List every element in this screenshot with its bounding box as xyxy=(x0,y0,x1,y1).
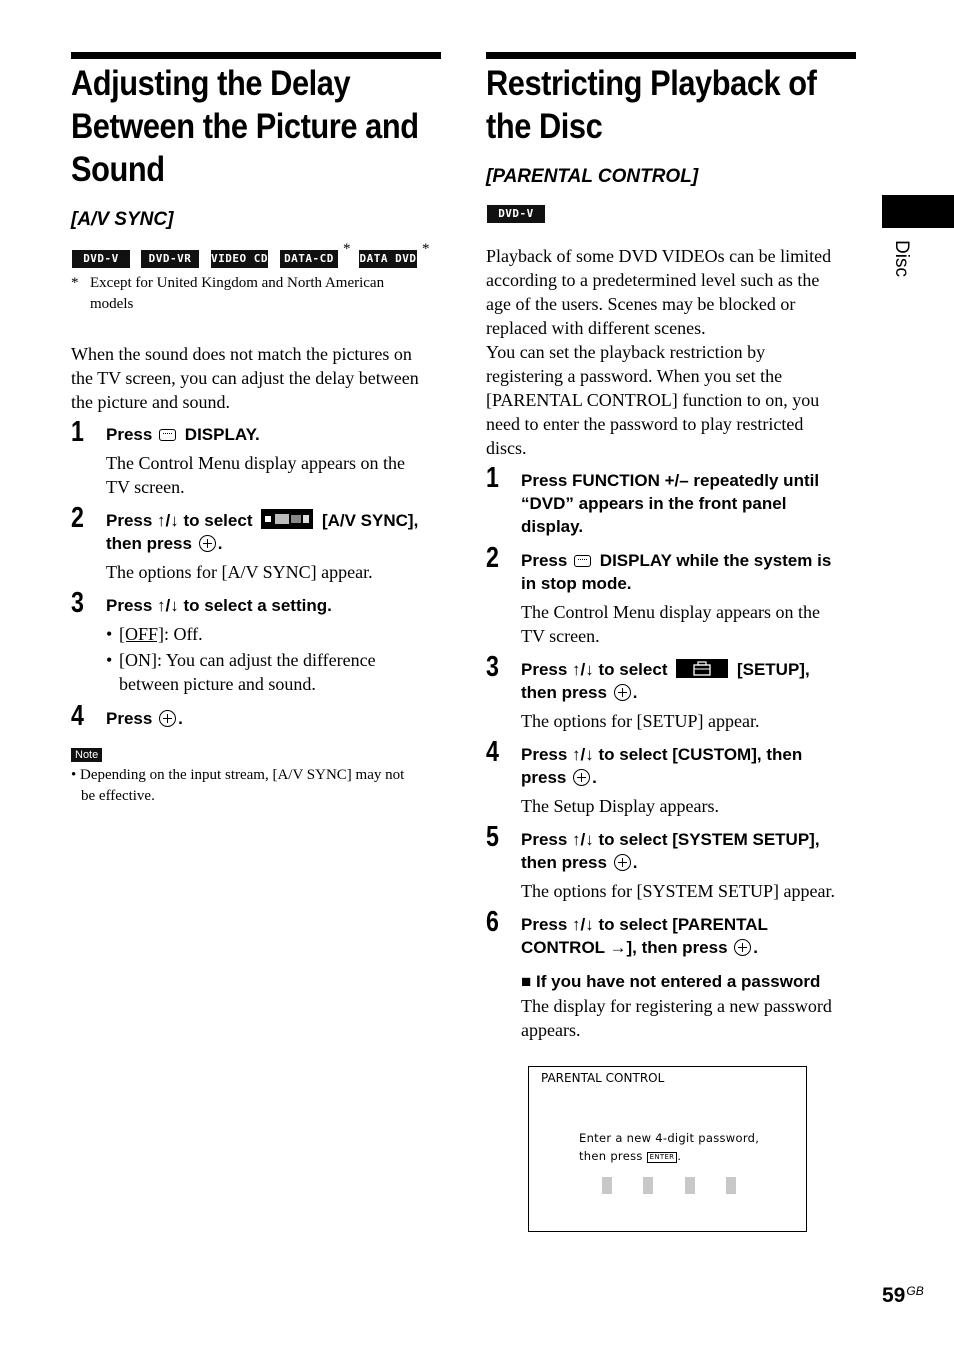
osd-title: PARENTAL CONTROL xyxy=(541,1071,665,1085)
right-intro-paragraph: Playback of some DVD VIDEOs can be limited according to a predetermined level such as the age of the users. Scenes may be blocked or replaced with different scenes. You can set the playback restriction by registering a password. When you set the [PARENTAL CONTROL] function to on, you need to enter the password to play restricted discs. xyxy=(486,246,832,458)
left-intro-paragraph: When the sound does not match the pictures on the TV screen, you can adjust the delay between the picture and sound. xyxy=(71,344,419,412)
badge-data-cd: DATA-CD xyxy=(280,250,338,268)
right-step-4-instruction: Press ↑/↓ to select [CUSTOM], then press . xyxy=(521,745,803,787)
password-digit-2 xyxy=(643,1177,653,1194)
up-down-arrows-icon: ↑/↓ xyxy=(157,511,179,530)
enter-button-icon xyxy=(199,535,216,552)
enter-button-icon xyxy=(734,939,751,956)
left-title-line-2: Between the Picture and xyxy=(71,107,419,146)
right-title-rule xyxy=(486,52,856,59)
enter-button-icon xyxy=(573,769,590,786)
left-step-1-number: 1 xyxy=(71,416,84,448)
av-sync-menu-icon xyxy=(261,509,313,529)
right-title-line-1: Restricting Playback of xyxy=(486,64,817,103)
right-step-3-number: 3 xyxy=(486,651,499,683)
bullet-mark: • xyxy=(106,624,113,644)
right-step-5-number: 5 xyxy=(486,821,499,853)
left-step-2-number: 2 xyxy=(71,502,84,534)
password-digit-4 xyxy=(726,1177,736,1194)
left-section-title xyxy=(71,62,419,191)
left-step-3-number: 3 xyxy=(71,587,84,619)
up-down-arrows-icon: ↑/↓ xyxy=(572,915,594,934)
right-step-2-description: The Control Menu display appears on the TV screen. xyxy=(521,602,820,646)
no-password-description: The display for registering a new password appears. xyxy=(521,996,832,1040)
password-digit-3 xyxy=(685,1177,695,1194)
enter-button-icon xyxy=(614,854,631,871)
enter-button-icon xyxy=(614,684,631,701)
asterisk-mark-2: * xyxy=(422,241,430,257)
right-step-2-instruction: Press DISPLAY while the system is in stop mode. xyxy=(521,551,832,593)
side-tab-label: Disc xyxy=(891,240,912,277)
right-step-3-instruction: Press ↑/↓ to select [SETUP], then press . xyxy=(521,660,810,702)
left-step-1-description: The Control Menu display appears on the TV screen. xyxy=(106,453,405,497)
left-step-3-instruction: Press ↑/↓ to select a setting. xyxy=(106,596,332,615)
footnote-marker: * xyxy=(71,275,79,291)
up-down-arrows-icon: ↑/↓ xyxy=(572,830,594,849)
left-title-line-3: Sound xyxy=(71,150,165,189)
right-step-1-number: 1 xyxy=(486,462,499,494)
up-down-arrows-icon: ↑/↓ xyxy=(572,660,594,679)
note-label: Note xyxy=(71,748,102,762)
osd-prompt-line-2: then press ENTER . xyxy=(579,1149,682,1163)
right-step-1-instruction: Press FUNCTION +/– repeatedly until “DVD” appears in the front panel display. xyxy=(521,471,820,536)
left-step-1-instruction: Press DISPLAY. xyxy=(106,425,260,444)
right-subtitle: [PARENTAL CONTROL] xyxy=(486,166,699,187)
asterisk-mark: * xyxy=(343,241,351,257)
side-tab xyxy=(882,195,954,228)
left-subtitle: [A/V SYNC] xyxy=(71,209,174,230)
left-step-2-description: The options for [A/V SYNC] appear. xyxy=(106,562,373,582)
right-step-6-instruction: Press ↑/↓ to select [PARENTAL CONTROL →], then press . xyxy=(521,915,768,957)
badge-dvd-v: DVD-V xyxy=(72,250,130,268)
right-step-2-number: 2 xyxy=(486,542,499,574)
option-off: [OFF]: Off. xyxy=(119,624,203,644)
option-on: [ON]: You can adjust the difference between picture and sound. xyxy=(119,650,376,694)
right-step-5-description: The options for [SYSTEM SETUP] appear. xyxy=(521,881,835,901)
square-bullet-icon: ■ xyxy=(521,972,532,991)
badge-video-cd: VIDEO CD xyxy=(211,250,268,268)
right-arrow-icon: → xyxy=(609,938,627,957)
parental-control-screen xyxy=(528,1066,807,1232)
right-section-title xyxy=(486,62,817,148)
enter-button-icon xyxy=(159,710,176,727)
note-text: • Depending on the input stream, [A/V SYNC] may not be effective. xyxy=(71,767,405,804)
enter-key-icon: ENTER xyxy=(647,1152,678,1163)
left-step-2-instruction: Press ↑/↓ to select [A/V SYNC], then press . xyxy=(106,511,419,553)
display-button-icon xyxy=(159,429,176,441)
right-title-line-2: the Disc xyxy=(486,107,603,146)
setup-toolbox-icon xyxy=(676,659,728,678)
left-title-line-1: Adjusting the Delay xyxy=(71,64,351,103)
right-step-3-description: The options for [SETUP] appear. xyxy=(521,711,760,731)
footnote: Except for United Kingdom and North American models xyxy=(90,275,385,312)
osd-prompt-line-1: Enter a new 4-digit password, xyxy=(579,1131,760,1145)
left-title-rule xyxy=(71,52,441,59)
no-password-subheading: ■ If you have not entered a password xyxy=(521,972,821,991)
up-down-arrows-icon: ↑/↓ xyxy=(572,745,594,764)
right-step-4-description: The Setup Display appears. xyxy=(521,796,719,816)
bullet-mark-2: • xyxy=(106,650,113,670)
disc-type-badges xyxy=(72,241,442,272)
display-button-icon xyxy=(574,555,591,567)
badge-dvd-vr: DVD-VR xyxy=(141,250,199,268)
right-step-6-number: 6 xyxy=(486,906,499,938)
left-step-4-number: 4 xyxy=(71,700,84,732)
badge-dvd-v-right: DVD-V xyxy=(487,205,545,223)
right-step-5-instruction: Press ↑/↓ to select [SYSTEM SETUP], then press . xyxy=(521,830,820,872)
left-step-4-instruction: Press . xyxy=(106,709,183,728)
right-step-4-number: 4 xyxy=(486,736,499,768)
badge-data-dvd: DATA DVD xyxy=(359,250,417,268)
password-digit-1 xyxy=(602,1177,612,1194)
page-number: $59^{GB}$ xyxy=(882,1284,924,1307)
up-down-arrows-icon: ↑/↓ xyxy=(157,596,179,615)
